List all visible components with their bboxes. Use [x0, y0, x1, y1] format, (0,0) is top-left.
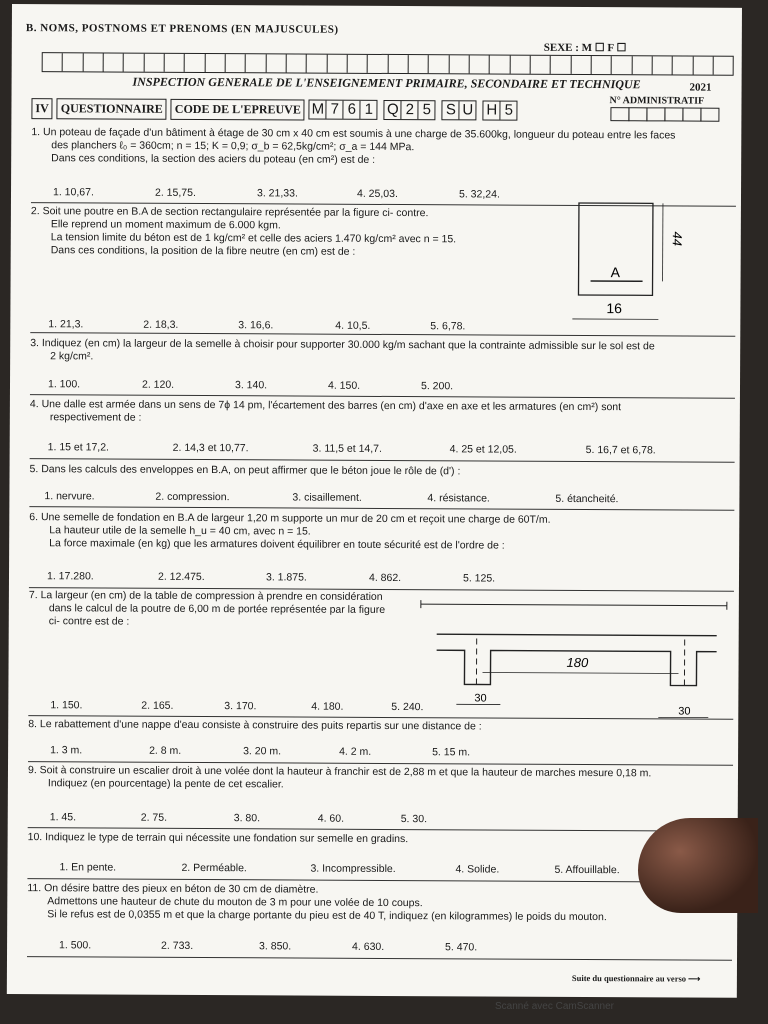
question-text: La tension limite du béton est de 1 kg/cm² et celle des aciers 1.470 kg/cm² avec n = 15. [50, 231, 457, 246]
answer-option[interactable]: 1. 15 et 17,2. [47, 441, 110, 454]
code-char: H [484, 101, 501, 119]
question-6 [29, 511, 550, 553]
code-label: CODE DE L'EPREUVE [171, 98, 305, 120]
question-7 [29, 589, 419, 630]
question-text: 9. Soit à construire un escalier droit à une volée dont la hauteur à franchir est de 2,88 m et que la hauteur de marches mesure 0,18 m. [27, 764, 652, 780]
code-char: Q [385, 101, 402, 119]
code-char: U [462, 101, 474, 119]
answer-option[interactable]: 3. 170. [224, 700, 257, 713]
code-char: M [310, 101, 327, 119]
question-text: dans le calcul de la poutre de 6,00 m de portée représentée par la figure [48, 602, 386, 616]
thumb [638, 818, 758, 913]
question-9 [28, 764, 651, 793]
answer-option[interactable]: 3. 16,6. [238, 319, 274, 332]
answer-option[interactable]: 2. 18,3. [143, 318, 179, 331]
question-divider [27, 956, 732, 961]
answer-option[interactable]: 4. 60. [317, 812, 345, 825]
question-text: 4. Une dalle est armée dans un sens de 7ϕ 14 pm, l'écartement des barres (en cm) d'axe en axe et les armatures (en cm²) sont [29, 398, 622, 414]
answer-option[interactable]: 3. 80. [233, 812, 261, 825]
answer-option[interactable]: 2. 12.475. [157, 570, 205, 584]
answer-option[interactable]: 1. 3 m. [50, 744, 83, 757]
names-label: B. NOMS, POSTNOMS ET PRENOMS (EN MAJUSCULES) [25, 22, 339, 36]
question-text: des planchers ℓ₀ = 360cm; n = 15; K = 0,9; σ_b = 62,5kg/cm²; σ_a = 144 MPa. [51, 139, 415, 154]
answer-option[interactable]: 1. 150. [50, 699, 83, 712]
answer-option[interactable]: 5. 200. [420, 380, 454, 393]
question-text: Si le refus est de 0,0355 m et que la charge portante du pieu est de 40 T, indiquez (en kilogrammes) le poids du mouton. [47, 908, 607, 924]
code-char: 7 [327, 101, 344, 119]
question-text: 10. Indiquez le type de terrain qui nécessite une fondation sur semelle en gradins. [27, 831, 409, 846]
answer-option[interactable]: 3. 850. [259, 940, 292, 953]
t-beam-figure [416, 598, 735, 730]
exam-sheet [7, 4, 742, 998]
question-text: 8. Le rabattement d'une nappe d'eau consiste à construire des puits repartis sur une distance de : [28, 718, 482, 733]
answer-option[interactable]: 5. 30. [400, 813, 428, 826]
rib-right-label: 30 [678, 705, 691, 718]
answer-option[interactable]: 3. 21,33. [256, 187, 298, 200]
question-text: 1. Un poteau de façade d'un bâtiment à étage de 30 cm x 40 cm est soumis à une charge de 35.600kg, longueur du poteau entre les faces [31, 126, 676, 142]
answer-option[interactable]: 2. Perméable. [181, 861, 247, 875]
answer-option[interactable]: 4. Solide. [455, 863, 500, 876]
code-group [309, 100, 378, 120]
names-grid[interactable] [42, 52, 734, 76]
rib-left-label: 30 [474, 692, 487, 705]
height-label: 44 [669, 231, 685, 246]
question-text: Dans ces conditions, la position de la fibre neutre (en cm) est de : [50, 244, 356, 258]
answer-option[interactable]: 5. Affouillable. [554, 863, 620, 877]
question-divider [30, 458, 735, 463]
steel-label: A [610, 264, 620, 281]
question-11 [27, 882, 607, 924]
question-text: 2. Soit une poutre en B.A de section rectangulaire représentée par la figure ci- contre. [30, 205, 429, 220]
answer-option[interactable]: 4. 25 et 12,05. [449, 443, 517, 456]
answer-option[interactable]: 5. 470. [445, 941, 478, 954]
question-text: ci- contre est de : [48, 615, 130, 628]
answer-option[interactable]: 1. 17.280. [46, 570, 94, 583]
answer-option[interactable]: 4. 180. [311, 700, 344, 713]
answer-option[interactable]: 4. résistance. [427, 492, 490, 505]
answer-option[interactable]: 5. 240. [391, 700, 424, 714]
answer-option[interactable]: 1. 100. [47, 378, 81, 391]
question-text: Admettons une hauteur de chute du mouton de 3 m pour une volée de 10 coups. [47, 895, 423, 910]
question-text: respectivement de : [49, 411, 142, 424]
width-label: 16 [606, 300, 623, 317]
section-number: IV [31, 98, 52, 119]
answer-option[interactable]: 2. 165. [141, 699, 174, 712]
question-text: Indiquez (en pourcentage) la pente de cet escalier. [47, 777, 284, 791]
code-boxes [309, 100, 524, 121]
question-text: 5. Dans les calculs des enveloppes en B.A, on peut affirmer que le béton joue le rôle de (d') : [29, 463, 461, 478]
question-divider [29, 506, 734, 511]
code-char: S [443, 101, 460, 119]
answer-option[interactable]: 3. 140. [234, 379, 268, 392]
admin-number-boxes[interactable] [611, 107, 719, 122]
answer-option[interactable]: 3. Incompressible. [310, 862, 396, 876]
code-char: 1 [364, 100, 374, 118]
inspection-title: INSPECTION GENERALE DE L'ENSEIGNEMENT PRIMAIRE, SECONDAIRE ET TECHNIQUE [132, 74, 641, 92]
question-2 [31, 205, 551, 260]
question-text: Elle reprend un moment maximum de 6.000 kgm. [50, 218, 281, 232]
answer-option[interactable]: 5. 32,24. [458, 188, 500, 201]
answer-option[interactable]: 4. 10,5. [335, 319, 371, 332]
answer-option[interactable]: 1. 45. [49, 811, 77, 824]
admin-number-label: N° ADMINISTRATIF [609, 95, 705, 107]
code-char: 2 [402, 101, 419, 119]
question-text: 11. On désire battre des pieux en béton de 30 cm de diamètre. [27, 882, 319, 896]
answer-option[interactable]: 1. 500. [59, 939, 92, 952]
question-text: 3. Indiquez (en cm) la largeur de la semelle à choisir pour supporter 30.000 kg/m sachant que la contrainte admissible sur le sol est de [30, 337, 655, 353]
answer-option[interactable]: 4. 25,03. [356, 187, 398, 201]
answer-option[interactable]: 5. 125. [462, 572, 496, 585]
code-group [442, 100, 477, 120]
answer-option[interactable]: 3. 20 m. [243, 745, 282, 758]
question-10 [28, 831, 409, 846]
answer-option[interactable]: 2. 14,3 et 10,77. [172, 441, 249, 455]
answer-option[interactable]: 5. 16,7 et 6,78. [585, 444, 656, 457]
question-text: 2 kg/cm². [50, 350, 94, 363]
question-text: 6. Une semelle de fondation en B.A de largeur 1,20 m supporte un mur de 20 cm et reçoit une charge de 60T/m. [29, 511, 551, 526]
answer-option[interactable]: 5. étancheité. [555, 492, 619, 506]
question-1 [31, 126, 675, 168]
answer-option[interactable]: 4. 630. [352, 940, 385, 953]
beam-section-figure [550, 195, 701, 341]
question-5 [30, 463, 461, 478]
question-text: La force maximale (en kg) que les armatures doivent équilibrer en toute sécurité est de l'ordre de : [49, 537, 505, 552]
questionnaire-label: QUESTIONNAIRE [57, 98, 167, 120]
code-char: 5 [422, 101, 432, 119]
code-group [483, 100, 518, 120]
answer-option[interactable]: 4. 2 m. [339, 745, 372, 758]
answer-option[interactable]: 1. 10,67. [52, 186, 94, 199]
answer-option[interactable]: 1. 21,3. [48, 318, 84, 331]
question-4 [30, 398, 621, 427]
answer-option[interactable]: 2. 733. [161, 939, 194, 952]
answer-option[interactable]: 2. 8 m. [149, 744, 182, 757]
answer-option[interactable]: 2. 120. [141, 378, 175, 391]
answer-option[interactable]: 2. compression. [155, 490, 230, 504]
year: 2021 [689, 81, 712, 94]
answer-option[interactable]: 5. 6,78. [430, 320, 466, 333]
answer-option[interactable]: 4. 150. [327, 379, 361, 392]
question-text: La hauteur utile de la semelle h_u = 40 cm, avec n = 15. [49, 524, 311, 538]
answer-option[interactable]: 5. 15 m. [432, 746, 471, 759]
answer-option[interactable]: 2. 15,75. [154, 186, 196, 199]
answer-option[interactable]: 3. cisaillement. [292, 491, 362, 504]
continued-note: Suite du questionnaire au verso ⟶ [571, 972, 701, 984]
question-3 [30, 337, 655, 366]
answer-option[interactable]: 3. 11,5 et 14,7. [312, 442, 382, 455]
question-text: Dans ces conditions, la section des aciers du poteau (en cm²) est de : [51, 152, 376, 166]
question-text: 7. La largeur (en cm) de la table de compression à prendre en considération [28, 589, 383, 603]
answer-option[interactable]: 2. 75. [140, 811, 168, 824]
sexe-label: SEXE : M ☐ F ☐ [543, 41, 627, 55]
answer-option[interactable]: 3. 1.875. [265, 571, 307, 584]
answer-option[interactable]: 1. En pente. [59, 861, 117, 874]
answer-option[interactable]: 1. nervure. [44, 490, 95, 503]
scanner-watermark: Scanné avec CamScanner [495, 1001, 614, 1012]
answer-option[interactable]: 4. 862. [368, 571, 402, 585]
code-char: 5 [504, 101, 514, 119]
code-group [384, 100, 436, 120]
code-char: 6 [344, 101, 361, 119]
question-8 [28, 718, 482, 733]
span-label: 180 [566, 654, 589, 671]
